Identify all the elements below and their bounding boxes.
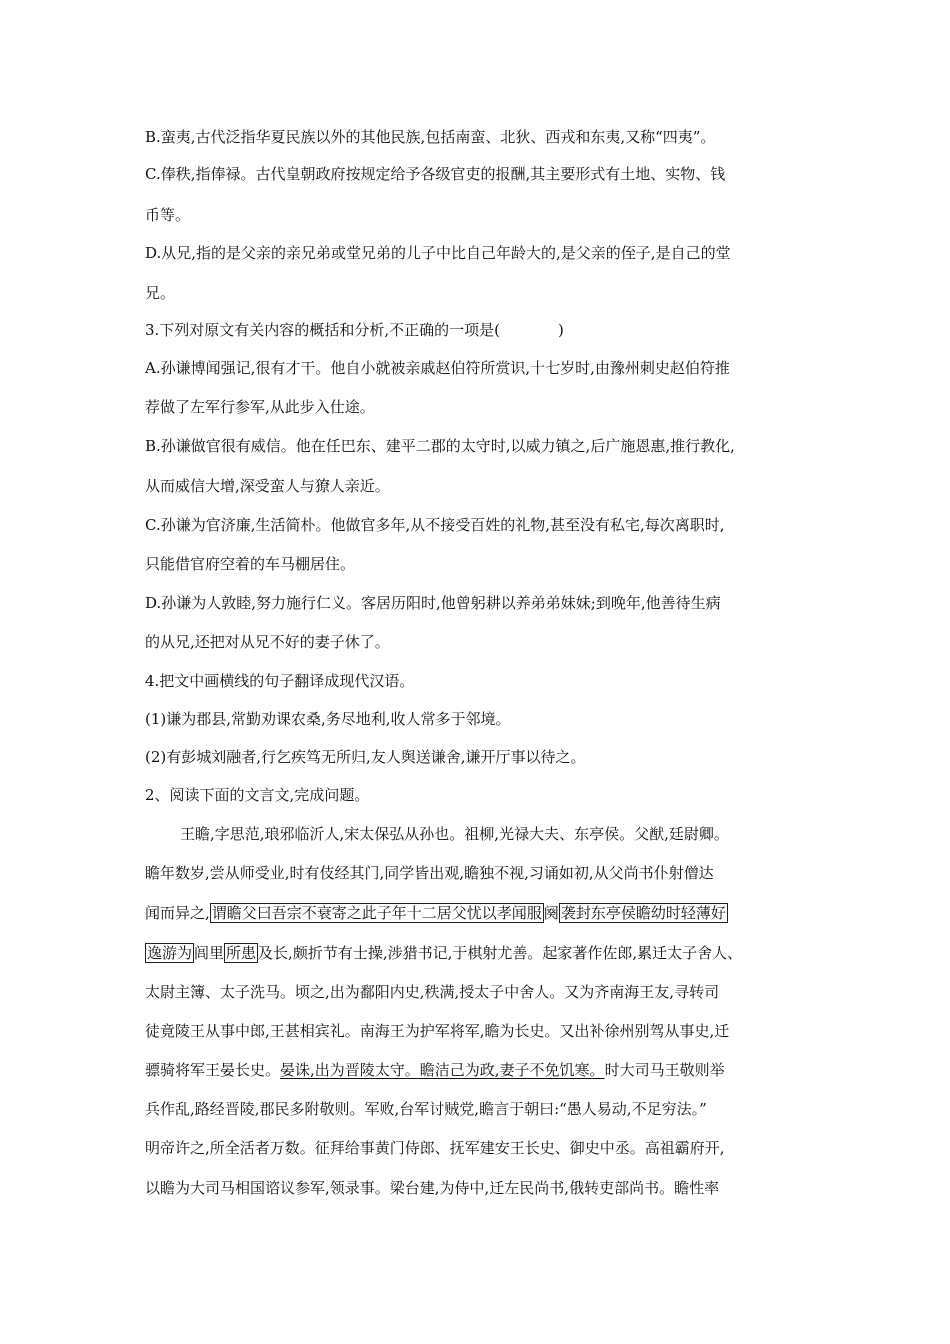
passage-line-6: 徒竟陵王从事中郎,王甚相宾礼。南海王为护军将军,瞻为长史。又出补徐州别驾从事史,迁 xyxy=(145,1022,730,1040)
punctuation-box-2: 袭封东亭侯瞻幼时轻薄好 xyxy=(560,904,726,922)
question-4-sentence-2: (2)有彭城刘融者,行乞疾笃无所归,友人舆送谦舍,谦开厅事以待之。 xyxy=(145,748,586,766)
passage-line-2: 瞻年数岁,尝从师受业,时有伎经其门,同学皆出观,瞻独不视,习诵如初,从父尚书仆射僧达 xyxy=(145,864,714,882)
passage-text: 闻而异之, xyxy=(145,904,210,922)
punctuation-box-3: 逸游为 xyxy=(147,944,193,962)
q3-option-c-line-2: 只能借官府空着的车马棚居住。 xyxy=(145,555,356,573)
option-c-line-2: 币等。 xyxy=(145,206,191,224)
q3-option-d-line-1: D.孙谦为人敦睦,努力施行仁义。客居历阳时,他曾躬耕以养弟弟妹妹;到晚年,他善待生病 xyxy=(145,594,721,612)
q3-option-d-line-2: 的从兄,还把对从兄不好的妻子休了。 xyxy=(145,633,390,651)
passage-text: 时大司马王敬则举 xyxy=(604,1061,725,1079)
passage-line-10: 以瞻为大司马相国谘议参军,领录事。梁台建,为侍中,迁左民尚书,俄转吏部尚书。瞻性率 xyxy=(145,1179,720,1197)
question-3-stem xyxy=(145,320,564,340)
question-3-close-paren: ) xyxy=(557,321,564,339)
option-d-line-2: 兄。 xyxy=(145,284,176,302)
passage-line-5: 太尉主簿、太子洗马。顷之,出为鄱阳内史,秩满,授太子中舍人。又为齐南海王友,寻转司 xyxy=(145,983,720,1001)
question-4-stem: 4.把文中画横线的句子翻译成现代汉语。 xyxy=(145,672,415,690)
passage-text: 闾里 xyxy=(194,944,225,962)
q3-option-b-line-1: B.孙谦做官很有威信。他在任巴东、建平二郡的太守时,以威力镇之,后广施恩惠,推行教化, xyxy=(145,437,735,455)
punctuation-box-1: 谓瞻父曰吾宗不衰寄之此子年十二居父忧以孝闻服 xyxy=(211,904,542,922)
passage-text: 骠骑将军王晏长史。 xyxy=(145,1061,281,1079)
passage-line-4 xyxy=(145,943,742,963)
punctuation-box-4: 所患 xyxy=(226,944,257,962)
option-d-line-1: D.从兄,指的是父亲的亲兄弟或堂兄弟的儿子中比自己年龄大的,是父亲的侄子,是自己的堂 xyxy=(145,244,731,262)
q3-option-c-line-1: C.孙谦为官济廉,生活简朴。他做官多年,从不接受百姓的礼物,甚至没有私宅,每次离职时, xyxy=(145,516,725,534)
passage-line-8: 兵作乱,路经晋陵,郡民多附敬则。军败,台军讨贼党,瞻言于朝曰:“愚人易动,不足穷法。” xyxy=(145,1100,707,1118)
passage-line-9: 明帝许之,所全活者万数。征拜给事黄门侍郎、抚军建安王长史、御史中丞。高祖霸府开, xyxy=(145,1139,725,1157)
passage-line-1: 王瞻,字思范,琅邪临沂人,宋太保弘从孙也。祖柳,光禄大夫、东亭侯。父猷,廷尉卿。 xyxy=(180,825,729,843)
question-3-stem-text: 3.下列对原文有关内容的概括和分析,不正确的一项是( xyxy=(145,321,500,339)
q3-option-b-line-2: 从而威信大增,深受蛮人与獠人亲近。 xyxy=(145,477,390,495)
underlined-sentence: 晏诛,出为晋陵太守。瞻洁己为政,妻子不免饥寒。 xyxy=(280,1061,605,1079)
section-2-heading: 2、阅读下面的文言文,完成问题。 xyxy=(145,786,370,804)
question-4-sentence-1: (1)谦为郡县,常勤劝课农桑,务尽地利,收人常多于邻境。 xyxy=(145,710,511,728)
option-c-line-1: C.俸秩,指俸禄。古代皇朝政府按规定给予各级官吏的报酬,其主要形式有土地、实物、钱 xyxy=(145,165,726,183)
passage-text: 阕 xyxy=(543,904,559,922)
q3-option-a-line-1: A.孙谦博闻强记,很有才干。他自小就被亲戚赵伯符所赏识,十七岁时,由豫州刺史赵伯符推 xyxy=(145,359,730,377)
q3-option-a-line-2: 荐做了左军行参军,从此步入仕途。 xyxy=(145,398,375,416)
option-b-line: B.蛮夷,古代泛指华夏民族以外的其他民族,包括南蛮、北狄、西戎和东夷,又称“四夷”。 xyxy=(145,128,716,146)
passage-line-3 xyxy=(145,903,728,923)
passage-text: 及长,颇折节有士操,涉猎书记,于棋射尤善。起家著作佐郎,累迁太子舍人、 xyxy=(258,944,743,962)
passage-line-7 xyxy=(145,1060,725,1080)
